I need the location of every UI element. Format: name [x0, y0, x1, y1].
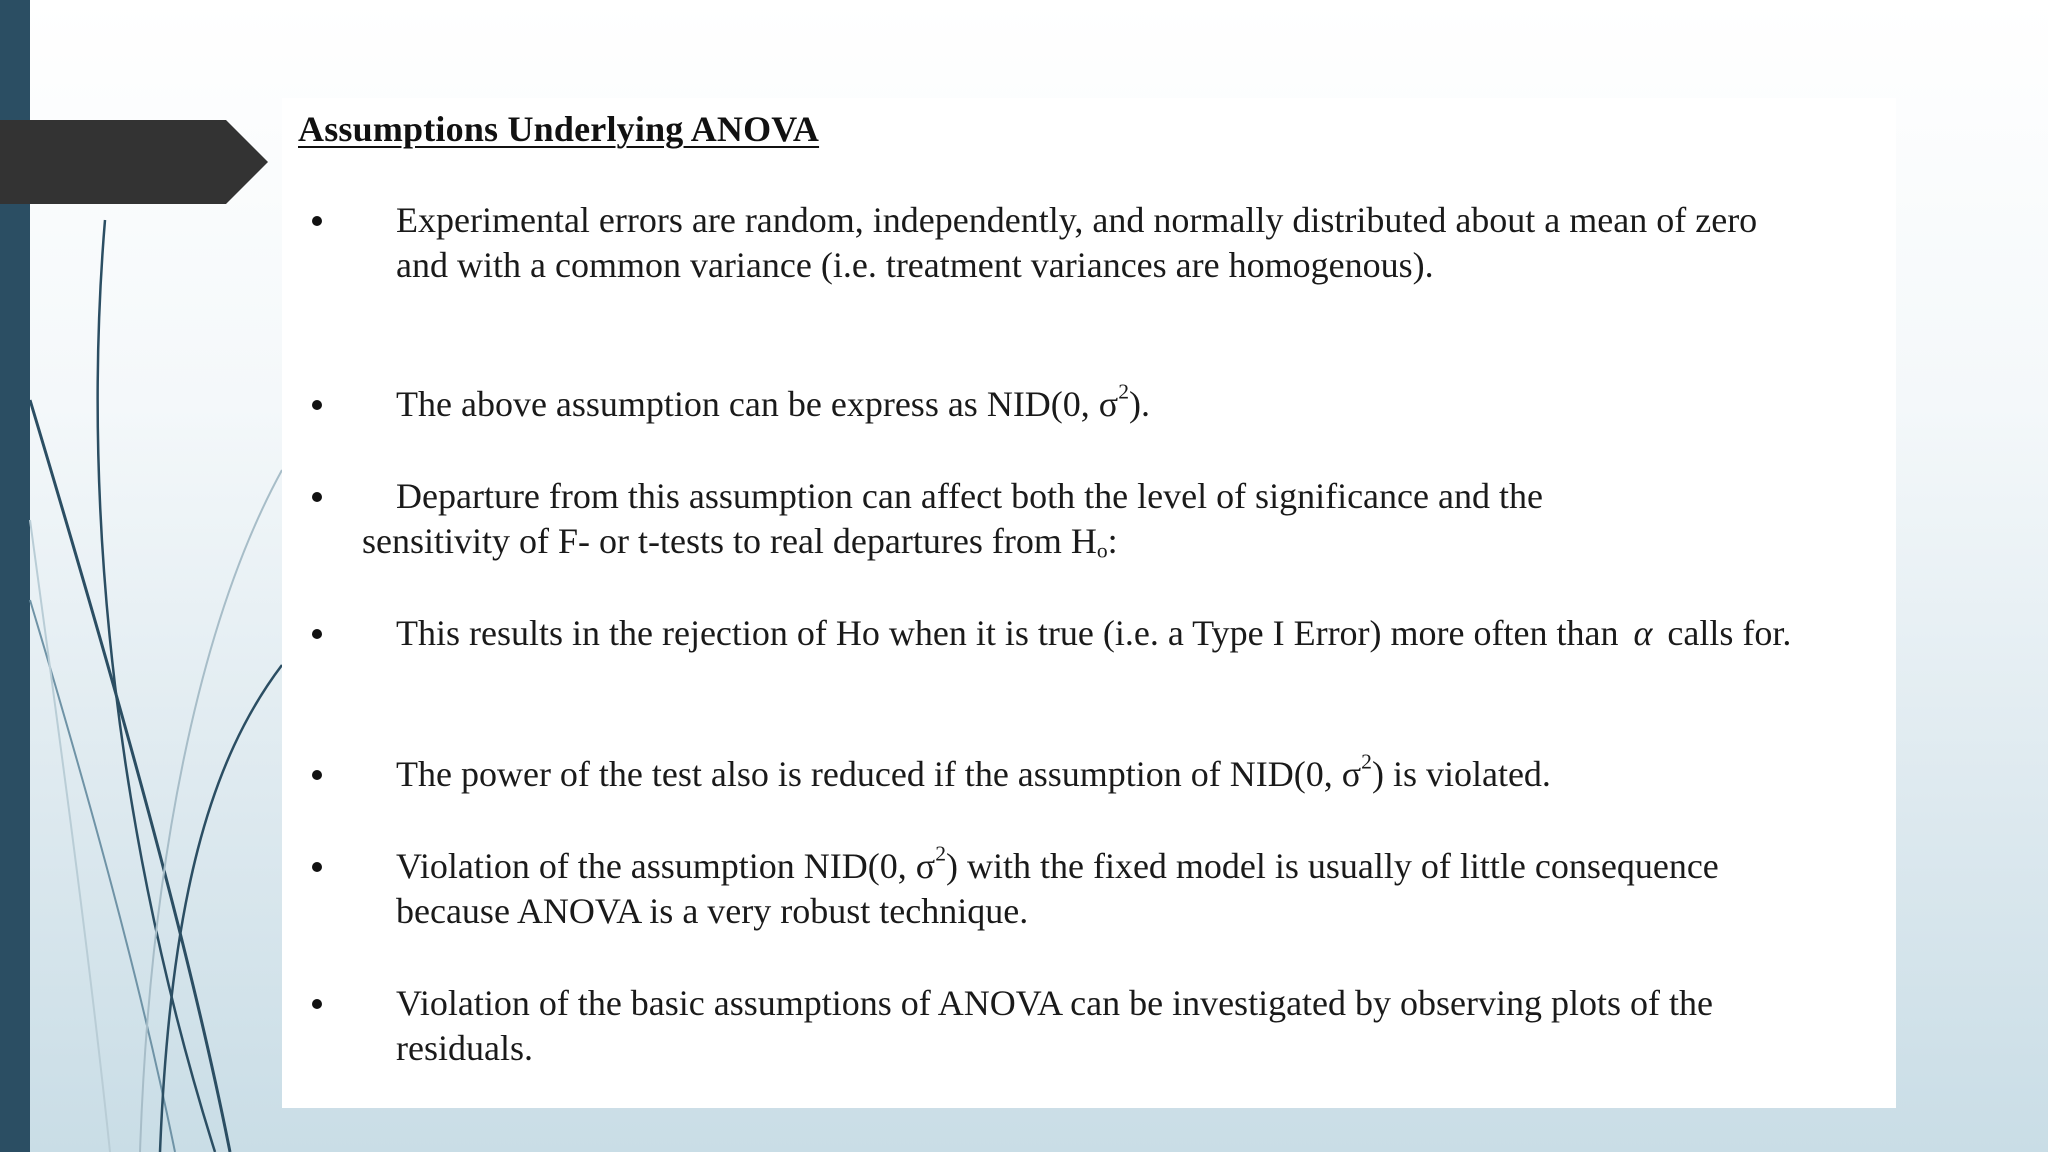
- bullet-text: Experimental errors are random, independently, and normally distributed about a mean of zero and with a common variance (i.e. treatment variances are homogenous).: [396, 200, 1758, 285]
- bullet-dot: [312, 770, 322, 780]
- content-card: [282, 98, 1896, 1108]
- bullet-text: Violation of the basic assumptions of ANOVA can be investigated by observing plots of the residuals.: [396, 983, 1713, 1068]
- bullet-dot: [312, 629, 322, 639]
- bullet-dot: [312, 492, 322, 502]
- bullet-dot: [312, 216, 322, 226]
- bullet-dot: [312, 400, 322, 410]
- slide-title: Assumptions Underlying ANOVA: [298, 109, 820, 149]
- bullet-text: The power of the test also is reduced if the assumption of NID(0, $\sigma^2$) is violated.: [396, 749, 1551, 794]
- bullet-dot: [312, 999, 322, 1009]
- bullet-dot: [312, 862, 322, 872]
- arrow-marker: [0, 120, 268, 204]
- bullet-text: This results in the rejection of Ho when it is true (i.e. a Type I Error) more often than α calls for.: [396, 613, 1792, 653]
- bullet-text: Departure from this assumption can affect both the level of significance and the sensitivity of F- or t-tests to real departures from $H_o$:: [362, 476, 1543, 563]
- bullet-text: The above assumption can be express as NID(0, $\sigma^2$).: [396, 379, 1150, 424]
- bullet-text: Violation of the assumption NID(0, $\sigma^2$) with the fixed model is usually of little consequence because ANOVA is a very robust technique.: [396, 841, 1719, 931]
